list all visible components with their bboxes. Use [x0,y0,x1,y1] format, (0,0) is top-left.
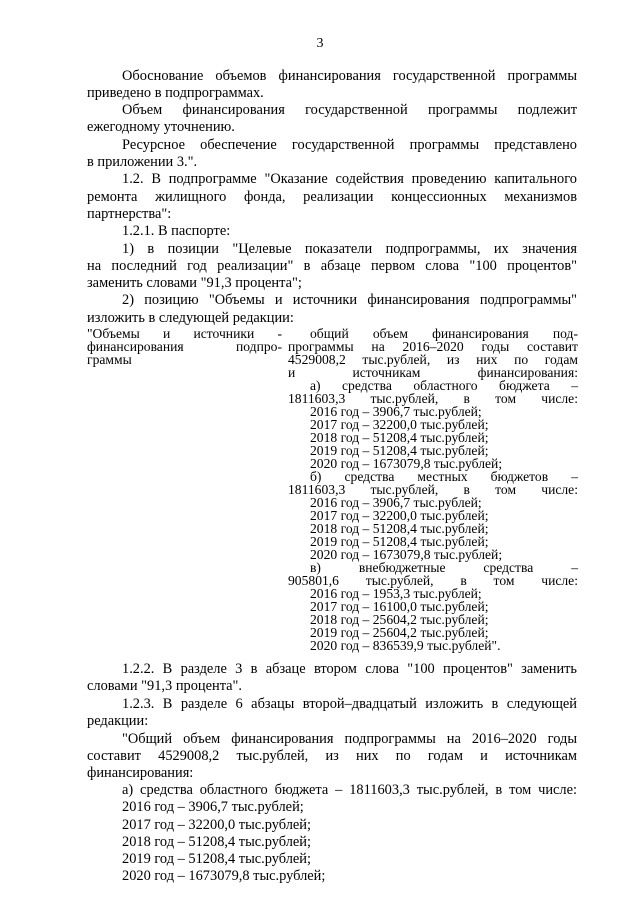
year-line: 2016 год – 3906,7 тыс.рублей; [122,799,304,815]
paragraph-line: словами "91,3 процента". [87,678,243,694]
table-year-line: 2018 год – 25604,2 тыс.рублей; [310,612,489,627]
table-left-line: граммы [87,352,132,367]
page-number: 3 [316,36,324,51]
table-year-line: 2016 год – 3906,7 тыс.рублей; [310,404,482,419]
paragraph-line: финансирования: [87,765,194,781]
year-line: 2020 год – 1673079,8 тыс.рублей; [122,868,326,884]
paragraph-line: "Общий объем финансирования подпрограммы на 2016–2020 годы [122,731,577,747]
table-right-line: 4529008,2 тыс.рублей, из них по годам [288,352,578,367]
table-right-line: и источникам финансирования: [288,365,578,380]
table-left-line: "Объемы и источники - [87,326,282,341]
paragraph-line: заменить словами "91,3 процента"; [87,275,302,291]
paragraph-line: 1.2. В подпрограмме "Оказание содействия проведению капитального [122,171,577,187]
table-left-line: финансирования подпро- [87,339,282,354]
paragraph-line: а) средства областного бюджета – 1811603,3 тыс.рублей, в том числе: [122,782,577,798]
table-right-line: 1811603,3 тыс.рублей, в том числе: [288,482,578,497]
paragraph-line: на последний год реализации" в абзаце первом слова "100 процентов" [87,258,577,274]
paragraph-line: 1.2.3. В разделе 6 абзацы второй–двадцатый изложить в следующей [122,696,577,712]
table-year-line: 2016 год – 3906,7 тыс.рублей; [310,495,482,510]
table-year-line: 2016 год – 1953,3 тыс.рублей; [310,586,482,601]
table-year-line: 2019 год – 51208,4 тыс.рублей; [310,534,489,549]
paragraph-line: Обоснование объемов финансирования государственной программы [122,68,577,84]
table-right-line: 1811603,3 тыс.рублей, в том числе: [288,391,578,406]
paragraph-line: ежегодному уточнению. [87,119,235,135]
table-year-line: 2020 год – 1673079,8 тыс.рублей; [310,547,503,562]
table-year-line: 2017 год – 32200,0 тыс.рублей; [310,508,489,523]
table-year-line: 2020 год – 1673079,8 тыс.рублей; [310,456,503,471]
paragraph-line: приведено в подпрограммах. [87,85,264,101]
table-right-line: а) средства областного бюджета – [310,378,578,393]
table-right-line: б) средства местных бюджетов – [310,469,578,484]
table-year-line: 2019 год – 25604,2 тыс.рублей; [310,625,489,640]
paragraph-line: партнерства": [87,206,172,222]
paragraph-line: Ресурсное обеспечение государственной программы представлено [122,137,577,153]
paragraph-line: 1) в позиции "Целевые показатели подпрограммы, их значения [122,241,577,257]
paragraph-line: Объем финансирования государственной программы подлежит [122,102,577,118]
paragraph-line: 1.2.2. В разделе 3 в абзаце втором слова "100 процентов" заменить [122,661,577,677]
paragraph-line: 2) позицию "Объемы и источники финансирования подпрограммы" [122,292,577,308]
table-year-line: 2018 год – 51208,4 тыс.рублей; [310,430,489,445]
year-line: 2017 год – 32200,0 тыс.рублей; [122,817,311,833]
paragraph-line: 1.2.1. В паспорте: [122,223,231,239]
table-year-line: 2018 год – 51208,4 тыс.рублей; [310,521,489,536]
year-line: 2019 год – 51208,4 тыс.рублей; [122,851,311,867]
table-year-line: 2017 год – 16100,0 тыс.рублей; [310,599,489,614]
table-right-line: программы на 2016–2020 годы составит [288,339,578,354]
table-right-line: в) внебюджетные средства – [310,560,578,575]
table-year-line: 2020 год – 836539,9 тыс.рублей". [310,638,501,653]
table-right-line: общий объем финансирования под- [310,326,578,341]
table-year-line: 2019 год – 51208,4 тыс.рублей; [310,443,489,458]
year-line: 2018 год – 51208,4 тыс.рублей; [122,834,311,850]
table-right-line: 905801,6 тыс.рублей, в том числе: [288,573,578,588]
paragraph-line: в приложении 3.". [87,154,198,170]
paragraph-line: составит 4529008,2 тыс.рублей, из них по годам и источникам [87,748,577,764]
paragraph-line: редакции: [87,713,149,729]
paragraph-line: изложить в следующей редакции: [87,310,294,326]
paragraph-line: ремонта жилищного фонда, реализации концессионных механизмов [87,189,577,205]
table-year-line: 2017 год – 32200,0 тыс.рублей; [310,417,489,432]
